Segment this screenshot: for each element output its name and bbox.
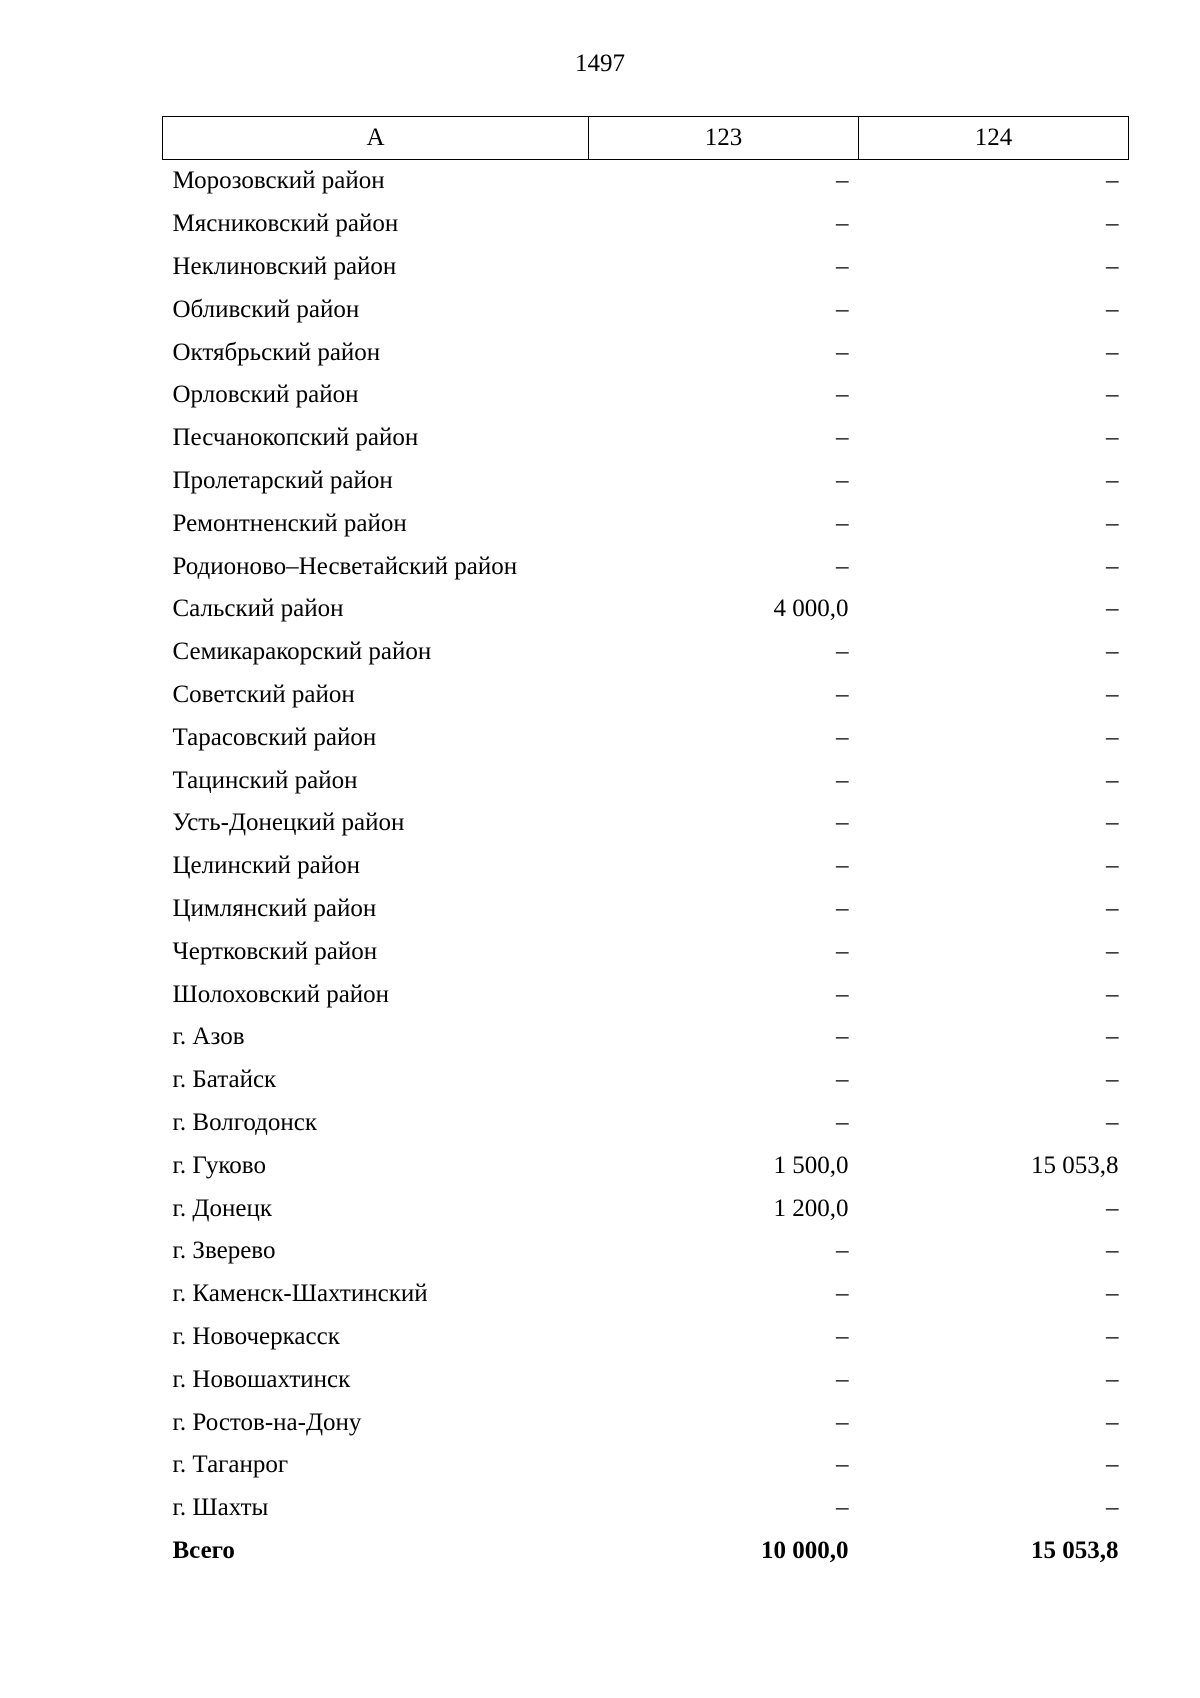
value-123-cell: 1 500,0 [773,1151,849,1179]
value-124-cell: – [1106,809,1119,837]
value-124-cell: – [1106,552,1119,580]
row-name-cell: Пролетарский район [172,466,393,494]
row-name-cell: Морозовский район [172,167,385,195]
table-row [163,1487,1129,1530]
value-123-cell: – [836,1365,849,1393]
row-name-cell: г. Ростов-на-Дону [172,1408,362,1436]
row-name-cell: Родионово–Несветайский район [172,552,518,580]
value-124-cell: – [1106,766,1119,794]
row-name-cell: г. Новошахтинск [172,1365,351,1393]
table-row [163,1444,1129,1487]
value-124-cell: – [1106,509,1119,537]
value-124-cell: – [1106,680,1119,708]
table-row [163,246,1129,289]
value-124-cell: – [1106,1494,1119,1522]
value-123-cell: – [836,638,849,666]
value-123-cell: – [836,338,849,366]
value-124-cell: 15 053,8 [1031,1151,1119,1179]
row-name-cell: г. Таганрог [172,1451,289,1479]
row-name-cell: Октябрьский район [172,338,381,366]
value-123-cell: – [836,509,849,537]
table-row [163,1016,1129,1059]
value-123-cell: 1 200,0 [773,1194,849,1222]
total-row [163,1530,1129,1573]
row-name-cell: Песчанокопский район [172,424,419,452]
row-name-cell: г. Азов [172,1023,245,1051]
row-name-cell: Усть-Донецкий район [172,809,405,837]
row-name-cell: Шолоховский район [172,980,390,1008]
table-row [163,759,1129,802]
row-name-cell: Тарасовский район [172,723,377,751]
table-row [163,545,1129,588]
table-row [163,802,1129,845]
value-124-cell: – [1106,638,1119,666]
value-123-cell: – [836,809,849,837]
table-row [163,502,1129,545]
value-123-cell: – [836,1066,849,1094]
value-123-cell: – [836,937,849,965]
table-row [163,1187,1129,1230]
table-row [163,460,1129,503]
row-name-cell: г. Волгодонск [172,1108,318,1136]
value-124-cell: – [1106,852,1119,880]
value-124-cell: – [1106,295,1119,323]
row-name-cell: Неклиновский район [172,252,397,280]
value-124-cell: – [1106,1322,1119,1350]
value-123-cell: – [836,766,849,794]
value-123-cell: – [836,1108,849,1136]
value-123-cell: – [836,1023,849,1051]
value-123-cell: – [836,852,849,880]
value-124-cell: – [1106,723,1119,751]
table-row [163,631,1129,674]
value-124-cell: – [1106,466,1119,494]
value-124-cell: – [1106,1108,1119,1136]
row-name-cell: г. Донецк [172,1194,272,1222]
value-124-cell: – [1106,937,1119,965]
value-123-cell: – [836,1451,849,1479]
row-name-cell: г. Каменск-Шахтинский [172,1280,428,1308]
column-header-124: 124 [859,117,1129,160]
value-124-cell: – [1106,1023,1119,1051]
table-row [163,674,1129,717]
value-124-cell: – [1106,1237,1119,1265]
value-124-cell: – [1106,167,1119,195]
value-123-cell: – [836,252,849,280]
table-row [163,1230,1129,1273]
table-body [163,160,1129,1573]
value-124-cell: – [1106,210,1119,238]
table-row [163,374,1129,417]
table-row [163,588,1129,631]
row-name-cell: Цимлянский район [172,894,377,922]
value-123-cell: – [836,1408,849,1436]
table-row [163,1273,1129,1316]
value-123-cell: – [836,723,849,751]
value-124-cell: – [1106,424,1119,452]
page-number: 1497 [575,50,625,77]
row-name-cell: г. Новочеркасск [172,1322,340,1350]
value-123-cell: – [836,894,849,922]
value-123-cell: – [836,1322,849,1350]
table-row [163,845,1129,888]
value-124-cell: – [1106,1408,1119,1436]
value-124-cell: – [1106,338,1119,366]
row-name-cell: Советский район [172,680,355,708]
value-124-cell: – [1106,381,1119,409]
table-row [163,160,1129,203]
value-124-cell: – [1106,894,1119,922]
row-name-cell: Целинский район [172,852,360,880]
row-name-cell: Ремонтненский район [172,509,407,537]
table-row [163,1316,1129,1359]
value-124-cell: – [1106,980,1119,1008]
value-124-cell: – [1106,1066,1119,1094]
row-name-cell: Тацинский район [172,766,358,794]
value-123-cell: – [836,381,849,409]
value-123-cell: – [836,424,849,452]
row-name-cell: г. Гуково [172,1151,266,1179]
value-123-cell: – [836,552,849,580]
row-name-cell: Сальский район [172,595,344,623]
row-name-cell: Всего [172,1536,235,1564]
data-table [162,116,1129,1572]
value-124-cell: – [1106,595,1119,623]
value-123-cell: – [836,980,849,1008]
row-name-cell: Обливский район [172,295,360,323]
value-124-cell: – [1106,1451,1119,1479]
value-123-cell: 10 000,0 [761,1536,849,1564]
table-row [163,930,1129,973]
table-row [163,417,1129,460]
value-124-cell: – [1106,252,1119,280]
row-name-cell: Чертковский район [172,937,378,965]
column-header-name: А [163,117,589,160]
table-row [163,973,1129,1016]
value-123-cell: – [836,167,849,195]
row-name-cell: г. Шахты [172,1494,269,1522]
value-124-cell: – [1106,1365,1119,1393]
table-row [163,716,1129,759]
row-name-cell: г. Зверево [172,1237,276,1265]
table-row [163,1102,1129,1145]
table-row [163,1358,1129,1401]
value-123-cell: – [836,210,849,238]
table-row [163,888,1129,931]
value-124-cell: 15 053,8 [1031,1536,1119,1564]
value-124-cell: – [1106,1194,1119,1222]
value-123-cell: 4 000,0 [773,595,849,623]
value-123-cell: – [836,680,849,708]
table-row [163,288,1129,331]
value-123-cell: – [836,1494,849,1522]
table-header-row [163,117,1129,160]
table-row [163,1144,1129,1187]
table-row [163,1401,1129,1444]
table-row [163,203,1129,246]
row-name-cell: Семикаракорский район [172,638,432,666]
column-header-123: 123 [589,117,859,160]
table-row [163,331,1129,374]
value-124-cell: – [1106,1280,1119,1308]
value-123-cell: – [836,1237,849,1265]
value-123-cell: – [836,466,849,494]
table-row [163,1059,1129,1102]
value-123-cell: – [836,1280,849,1308]
row-name-cell: Мясниковский район [172,210,399,238]
row-name-cell: г. Батайск [172,1066,277,1094]
value-123-cell: – [836,295,849,323]
row-name-cell: Орловский район [172,381,359,409]
